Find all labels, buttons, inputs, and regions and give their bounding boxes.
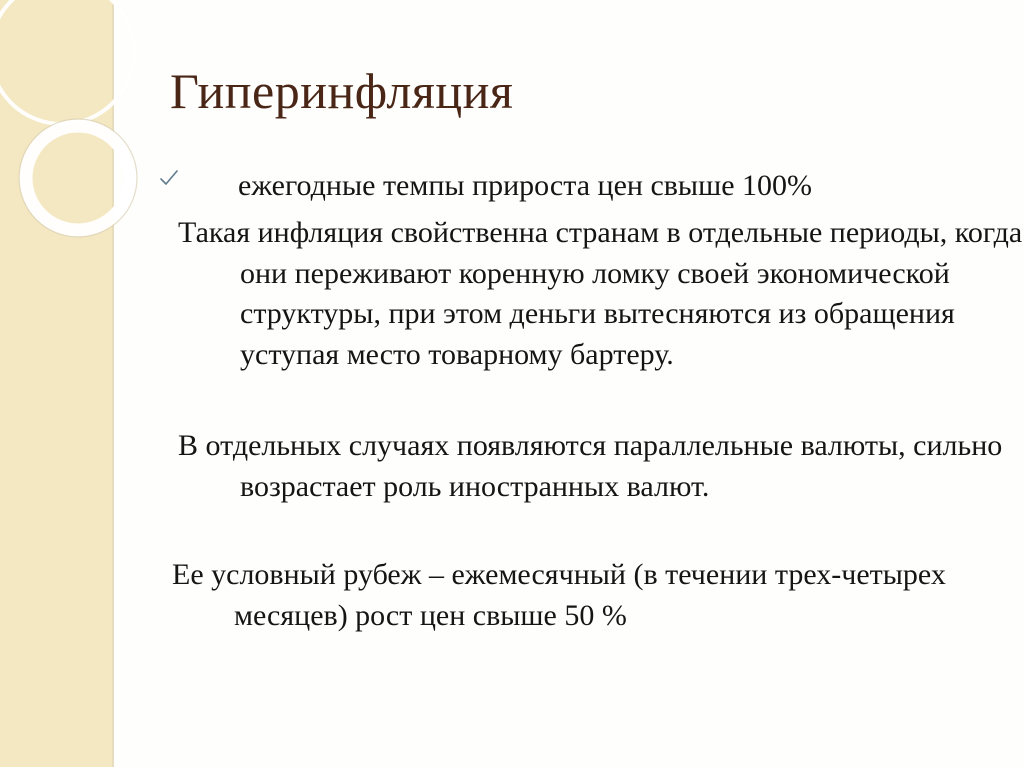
bullet-text: ежегодные темпы прироста цен свыше 100%	[238, 169, 812, 202]
decorative-rings	[0, 0, 170, 260]
paragraph-hyperinflation-nature: Такая инфляция свойственна странам в отдельные периоды, когда они переживают коренную ломку своей экономической структуры, при этом деньги вытесняются из обращения уступая место товарному бартеру.	[178, 216, 1023, 371]
check-icon	[160, 170, 178, 186]
decorative-ring-lower-shadow	[19, 119, 137, 237]
slide-title: Гиперинфляция	[170, 63, 514, 119]
paragraph-parallel-currencies: В отдельных случаях появляются параллельные валюты, сильно возрастает роль иностранных валют.	[178, 429, 1003, 503]
decorative-ring-upper	[0, 0, 134, 124]
decorative-ring-lower	[26, 126, 130, 230]
paragraph-threshold: Ее условный рубеж – ежемесячный (в течении трех-четырех месяцев) рост цен свыше 50 %	[172, 558, 946, 632]
